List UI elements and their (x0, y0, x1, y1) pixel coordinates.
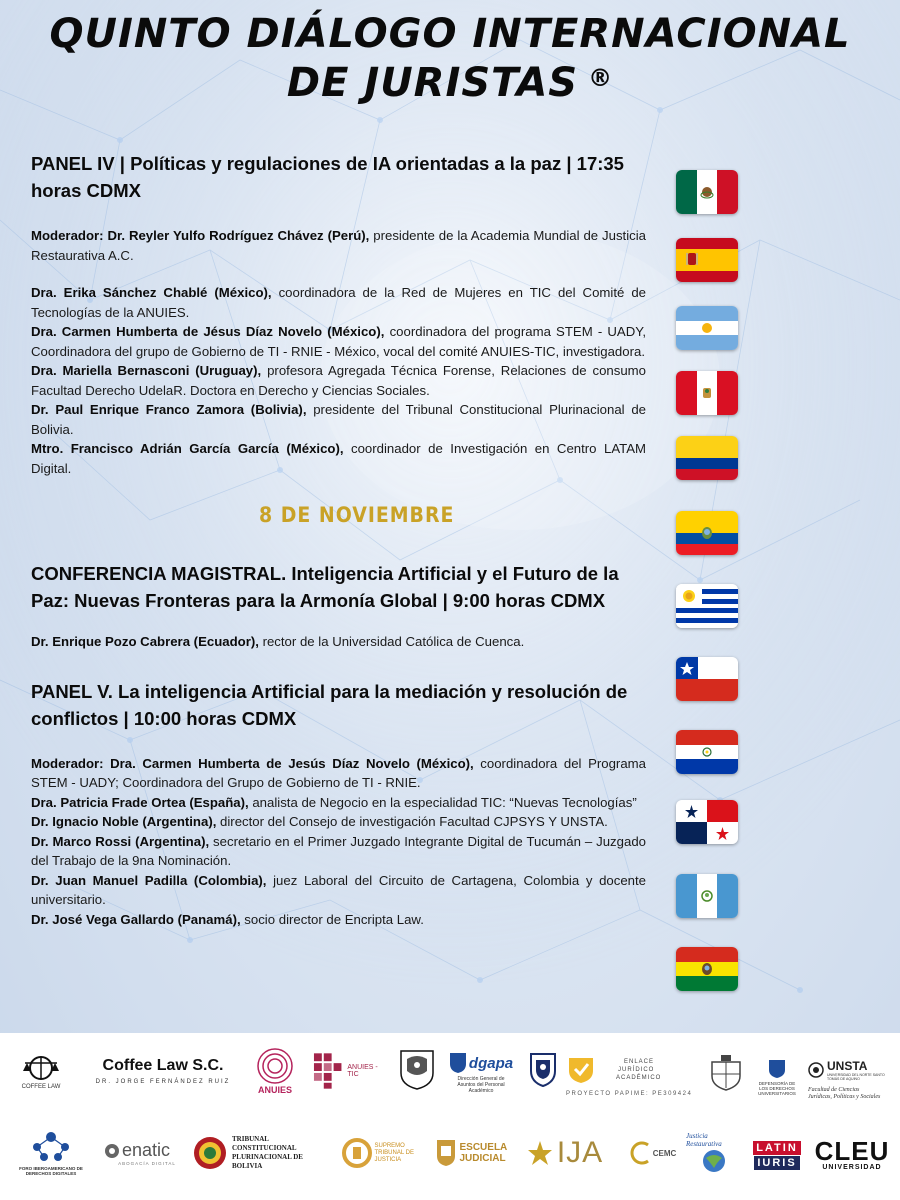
speaker-name: Dr. Paul Enrique Franco Zamora (Bolivia), (31, 402, 307, 417)
anuies-label: ANUIES (257, 1085, 292, 1095)
defensoria-label: DEFENSORÍA DE LOS DERECHOS UNIVERSITARIOS (758, 1080, 796, 1096)
supremo-label: SUPREMO TRIBUNAL DE JUSTICIA (374, 1142, 414, 1163)
anuies-tic-squares-icon (312, 1051, 345, 1091)
speaker-role: coordinadora del programa STEM - UADY, Coordinadora del grupo de Gobierno de TI - RNIE - México, vocal del comité ANUIES-TIC, investigadora. (31, 324, 646, 359)
panel-5-speaker (31, 871, 646, 910)
justicia-restaurativa-logo (686, 1125, 742, 1181)
foro-derechos-digitales-logo (18, 1121, 84, 1183)
speaker-name: Dr. Juan Manuel Padilla (Colombia), (31, 872, 267, 888)
uruguay-flag-icon (676, 584, 738, 628)
event-title-line-2 (0, 56, 900, 105)
panel-5-speaker (31, 754, 646, 793)
crest-logo (528, 1049, 558, 1089)
guatemala-flag-icon (676, 874, 738, 918)
panel-4-speaker (31, 322, 646, 361)
unsta-faculty: Facultad de Ciencias Jurídicas, Políticas y Sociales (808, 1087, 881, 1100)
anuies-tic-logo (312, 1049, 390, 1093)
speaker-role: presidente del Tribunal Constitucional Plurinacional de Bolivia. (31, 402, 646, 437)
speaker-role: coordinador de Investigación en Centro LATAM Digital. (31, 441, 646, 476)
crest-logo-2 (706, 1053, 746, 1093)
enlace-text-1: ENLACE (624, 1059, 655, 1065)
dgapa-label: dgapa (468, 1054, 514, 1072)
speaker-role: coordinadora del Programa STEM - UADY; Coordinadora del Grupo de Gobierno de TI - RNIE. (31, 755, 646, 790)
ija-label: IJA (556, 1136, 604, 1169)
unam-shield-logo (396, 1047, 438, 1093)
enlace-text-2: JURÍDICO (618, 1067, 655, 1073)
supremo-tribunal-logo (340, 1133, 424, 1173)
dgapa-logo (446, 1047, 516, 1099)
speaker-name: Dr. José Vega Gallardo (Panamá), (31, 911, 241, 927)
speaker-name: Dr. Enrique Pozo Cabrera (Ecuador), (31, 634, 259, 649)
panel-5-speaker (31, 812, 646, 832)
latin-label: LATIN (753, 1141, 801, 1155)
anuies-emblem-icon (256, 1047, 294, 1085)
conference-speaker (31, 632, 646, 652)
panel-4-speaker (31, 361, 646, 400)
cemc-label: CEMC (652, 1148, 677, 1158)
enlace-shield-icon (566, 1055, 596, 1085)
cemc-logo (624, 1133, 680, 1173)
ija-star-icon (527, 1140, 553, 1166)
spain-flag-icon (676, 238, 738, 282)
panel-4-speaker (31, 400, 646, 439)
coffee-law-sc-logo (88, 1049, 238, 1093)
peru-flag-icon (676, 371, 738, 415)
dgapa-subtitle: Dirección General de Asuntos del Personal Académico (457, 1076, 505, 1094)
escuela-crest-icon (435, 1138, 457, 1168)
speaker-name: Dra. Erika Sánchez Chablé (México), (31, 285, 272, 300)
panel-4-moderator (31, 226, 646, 265)
speaker-name: Dra. Carmen Humberta de Jésus Díaz Novelo (México), (31, 324, 385, 339)
panel-5-speaker (31, 793, 646, 813)
conference-title: CONFERENCIA MAGISTRAL. Inteligencia Artificial y el Futuro de la Paz: Nuevas Fronteras para la Armonía Global | 9:00 horas CDMX (31, 563, 619, 611)
coffee-law-name: Coffee Law S.C. (102, 1057, 224, 1074)
speaker-role: director del Consejo de investigación Facultad CJPSYS Y UNSTA. (216, 814, 608, 829)
speaker-role: coordinadora de la Red de Mujeres en TIC del Comité de Tecnologías de la ANUIES. (31, 285, 646, 320)
speaker-name: Dra. Patricia Frade Ortea (España), (31, 794, 249, 810)
anuies-tic-label: ANUIES - TIC (347, 1064, 378, 1078)
speaker-role: secretario en el Primer Juzgado Integrante Digital de Tucumán – Juzgado del Trabajo de la 9na Nominación. (31, 833, 646, 868)
university-crest-icon (530, 1051, 556, 1087)
chile-flag-icon (676, 657, 738, 701)
latin-iuris-logo (752, 1133, 802, 1177)
justicia-label: Justicia Restaurativa (686, 1132, 722, 1148)
sponsor-logos-strip (0, 1033, 900, 1200)
unam-crest-icon (399, 1049, 435, 1091)
coffee-law-small-label: COFFEE LAW (21, 1084, 61, 1090)
panel-5-speaker (31, 832, 646, 871)
event-title-text: DE JURISTAS (286, 60, 579, 106)
tribunal-label: TRIBUNAL CONSTITUCIONAL PLURINACIONAL DE BOLIVIA (232, 1135, 303, 1170)
defensoria-logo (754, 1053, 800, 1101)
speaker-name: Dr. Marco Rossi (Argentina), (31, 833, 210, 849)
paraguay-flag-icon (676, 730, 738, 774)
speaker-role: rector de la Universidad Católica de Cuenca. (258, 634, 525, 649)
date-heading: 8 DE NOVIEMBRE (259, 503, 455, 527)
scales-icon (21, 1053, 61, 1083)
moderator-role: presidente de la Academia Mundial de Justicia Restaurativa A.C. (31, 228, 646, 263)
papime-label: PROYECTO PAPIME: PE309424 (566, 1091, 693, 1097)
panel-4-speaker (31, 439, 646, 478)
foro-label: FORO IBEROAMERICANO DE DERECHOS DIGITALES (19, 1165, 83, 1176)
bolivia-flag-icon (676, 947, 738, 991)
enatic-circle-icon (104, 1143, 120, 1159)
anuies-logo (250, 1043, 300, 1099)
enatic-label: enatic (121, 1140, 171, 1160)
unsta-subtitle: UNIVERSIDAD DEL NORTE SANTO TOMÁS DE AQUINO (827, 1073, 885, 1081)
speaker-name: Mtro. Francisco Adrián García García (México), (31, 441, 344, 456)
panel-5-title: PANEL V. La inteligencia Artificial para la mediación y resolución de conflictos | 10:00 horas CDMX (31, 680, 628, 729)
registered-mark: ® (588, 64, 614, 92)
tribunal-constitucional-logo (190, 1131, 330, 1175)
unsta-logo (808, 1051, 892, 1109)
enlace-text-3: ACADÉMICO (616, 1075, 662, 1081)
cleu-logo (812, 1131, 892, 1177)
tribunal-seal-icon (192, 1135, 228, 1171)
speaker-role: juez Laboral del Circuito de Cartagena, Colombia y docente universitario. (31, 872, 646, 907)
mexico-flag-icon (676, 170, 738, 214)
network-people-icon (27, 1129, 75, 1163)
supremo-seal-icon (342, 1137, 372, 1169)
program-content (31, 150, 646, 929)
globe-icon (701, 1148, 727, 1174)
argentina-flag-icon (676, 306, 738, 350)
panel-4-speaker (31, 283, 646, 322)
enatic-logo (94, 1133, 180, 1173)
heraldic-crest-icon (709, 1054, 743, 1092)
cemc-arc-icon (628, 1141, 652, 1165)
speaker-role: socio director de Encripta Law. (240, 911, 424, 927)
speaker-name: Dr. Ignacio Noble (Argentina), (31, 814, 217, 829)
event-header (0, 12, 900, 105)
unsta-label: UNSTA (827, 1059, 868, 1073)
unsta-seal-icon (808, 1062, 824, 1078)
enlace-juridico-logo (566, 1047, 700, 1105)
speaker-name: Moderador: Dra. Carmen Humberta de Jesús Díaz Novelo (México), (31, 755, 474, 771)
event-title-line-1: QUINTO DIÁLOGO INTERNACIONAL (49, 11, 851, 57)
cleu-subtitle: UNIVERSIDAD (822, 1163, 882, 1171)
speaker-role: profesora Agregada Técnica Forense, Relaciones de consumo Facultad Derecho UdelaR. Doctora en Derecho y Ciencias Sociales. (31, 363, 646, 398)
colombia-flag-icon (676, 436, 738, 480)
iuris-label: IURIS (754, 1156, 799, 1170)
dgapa-crest-icon (449, 1052, 467, 1074)
coffee-law-subtitle: DR. JORGE FERNÁNDEZ RUIZ (95, 1079, 231, 1085)
cleu-label: CLEU (814, 1135, 890, 1166)
moderator-name: Moderador: Dr. Reyler Yulfo Rodríguez Chávez (Perú), (31, 228, 370, 243)
panel-4-title: PANEL IV | Políticas y regulaciones de IA orientadas a la paz | 17:35 horas CDMX (31, 153, 624, 201)
speaker-name: Dra. Mariella Bernasconi (Uruguay), (31, 363, 262, 378)
enatic-subtitle: ABOGACÍA DIGITAL (118, 1161, 176, 1166)
panama-flag-icon (676, 800, 738, 844)
ija-logo (520, 1133, 610, 1173)
coffee-law-logo (12, 1047, 70, 1097)
ecuador-flag-icon (676, 511, 738, 555)
speaker-role: analista de Negocio en la especialidad TIC: “Nuevas Tecnologías” (248, 794, 637, 810)
defensoria-crest-icon (768, 1059, 786, 1079)
escuela-judicial-logo (432, 1133, 512, 1173)
escuela-label: ESCUELA JUDICIAL (459, 1142, 507, 1164)
panel-5-speaker (31, 910, 646, 930)
